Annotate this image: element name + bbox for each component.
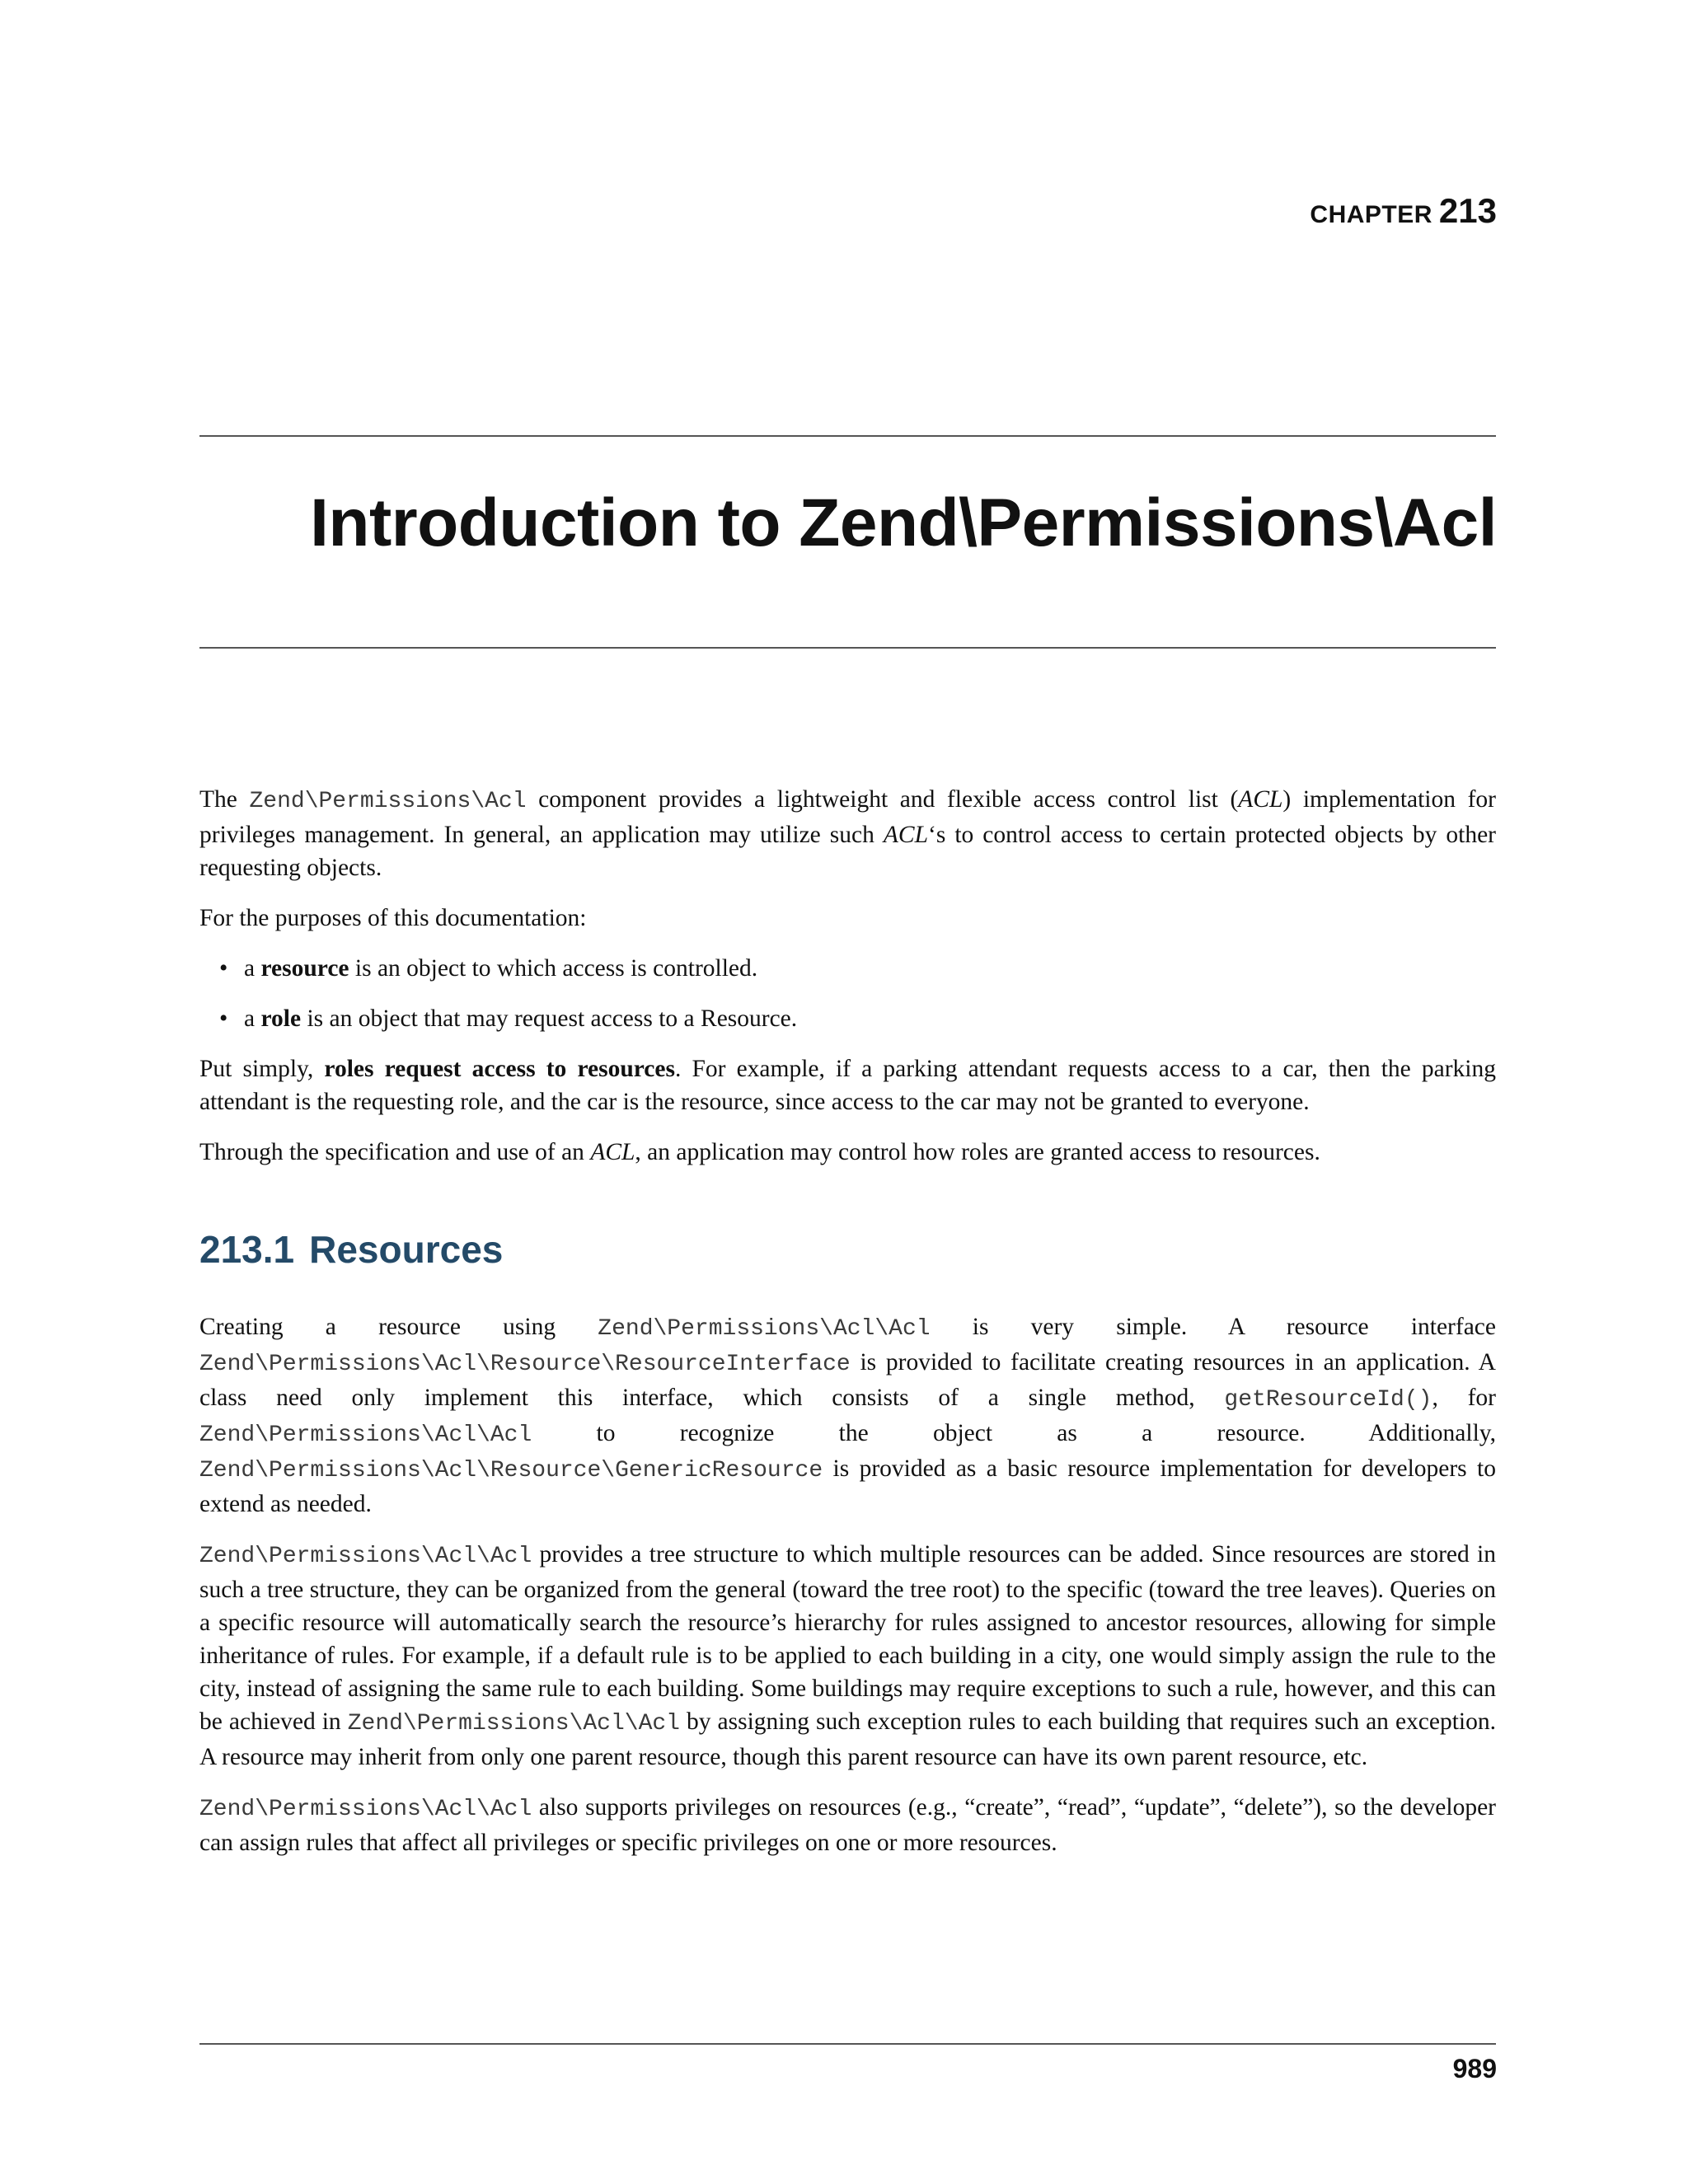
text: The xyxy=(199,786,250,813)
text: a xyxy=(244,1005,261,1032)
section-paragraph-2 xyxy=(199,1538,1496,1774)
text: . For example, if a parking attendant requests access to a car, then the parking attendant is the requesting role, and the car is the resource, since access to the car may not be granted to everyone. xyxy=(199,1056,1497,1115)
text: is provided as a basic resource implementation for developers to extend as needed. xyxy=(199,1455,1496,1517)
chapter-word: CHAPTER xyxy=(1310,201,1432,228)
inline-code: Zend\Permissions\Acl\Resource\GenericResource xyxy=(199,1458,823,1483)
inline-code: Zend\Permissions\Acl\Acl xyxy=(598,1316,931,1342)
emphasis: ACL xyxy=(883,822,928,848)
text: Creating a resource using xyxy=(199,1314,598,1340)
text: , for xyxy=(1432,1385,1496,1411)
footer-rule xyxy=(199,2043,1496,2045)
intro-paragraph-4 xyxy=(199,1136,1496,1169)
section-paragraph-1 xyxy=(199,1310,1496,1521)
text: , an application may control how roles are granted access to resources. xyxy=(635,1139,1320,1165)
chapter-label xyxy=(1310,191,1497,231)
text: a xyxy=(244,955,261,982)
list-item xyxy=(244,952,1496,985)
text: Through the specification and use of an xyxy=(199,1139,591,1165)
bold-phrase: roles request access to resources xyxy=(324,1056,675,1082)
list-item xyxy=(244,1002,1496,1035)
text: is an object to which access is controlled. xyxy=(349,955,758,982)
inline-code: Zend\Permissions\Acl\Resource\ResourceInterface xyxy=(199,1352,851,1377)
emphasis: ACL xyxy=(1238,786,1283,813)
section-number: 213.1 xyxy=(199,1228,295,1271)
section-title-text: Resources xyxy=(309,1228,504,1271)
inline-code: Zend\Permissions\Acl xyxy=(249,789,527,814)
inline-code: Zend\Permissions\Acl\Acl xyxy=(199,1422,532,1448)
bold-term: resource xyxy=(260,955,349,982)
text: also supports privileges on resources (e.g., “create”, “read”, “update”, “delete”), so the developer can assign rules that affect all privileges or specific privileges on one or more resources. xyxy=(199,1794,1496,1856)
emphasis: ACL xyxy=(590,1139,635,1165)
intro-paragraph-1 xyxy=(199,783,1496,884)
definition-list xyxy=(199,952,1496,1035)
text: by assigning such exception rules to each building that requires such an exception. A resource may inherit from only one parent resource, though this parent resource can have its own parent resource, etc. xyxy=(199,1708,1496,1770)
chapter-title: Introduction to Zend\Permissions\Acl xyxy=(310,485,1497,560)
body-content xyxy=(199,783,1496,1877)
inline-code: Zend\Permissions\Acl\Acl xyxy=(199,1544,532,1569)
section-paragraph-3 xyxy=(199,1791,1496,1859)
text: is provided to facilitate creating resources in an application. A class need only implement this interface, which consists of a single method, xyxy=(199,1349,1496,1411)
text: ‘s to control access to certain protected objects by other requesting objects. xyxy=(199,822,1496,881)
inline-code: Zend\Permissions\Acl\Acl xyxy=(199,1797,532,1822)
text: ) implementation for privileges management. In general, an application may utilize such xyxy=(199,786,1497,848)
intro-paragraph-2: For the purposes of this documentation: xyxy=(199,905,587,931)
text: is an object that may request access to a Resource. xyxy=(301,1005,798,1032)
title-rule-top xyxy=(199,435,1496,437)
inline-code: getResourceId() xyxy=(1224,1387,1432,1413)
text: component provides a lightweight and flexible access control list ( xyxy=(526,786,1239,813)
inline-code: Zend\Permissions\Acl\Acl xyxy=(347,1711,680,1736)
text: provides a tree structure to which multiple resources can be added. Since resources are stored in such a tree structure, they can be organized from the general (toward the tree root) to the specific (toward the tree leaves). Queries on a specific resource will automatically search the resource’s hierarchy for rules assigned to ancestor resources, allowing for simple inheritance of rules. For example, if a default rule is to be applied to each building in a city, one would simply assign the rule to the city, instead of assigning the same rule to each building. Some buildings may require exceptions to such a rule, however, and this can be achieved in xyxy=(199,1541,1496,1735)
text: is very simple. A resource interface xyxy=(930,1314,1496,1340)
chapter-number: 213 xyxy=(1438,191,1497,230)
title-rule-bottom xyxy=(199,647,1496,649)
bold-term: role xyxy=(260,1005,302,1032)
section-heading xyxy=(199,1228,1496,1271)
text: to recognize the object as a resource. Additionally, xyxy=(532,1420,1496,1446)
page-number: 989 xyxy=(1452,2054,1497,2083)
text: Put simply, xyxy=(199,1056,325,1082)
intro-paragraph-3 xyxy=(199,1052,1496,1118)
